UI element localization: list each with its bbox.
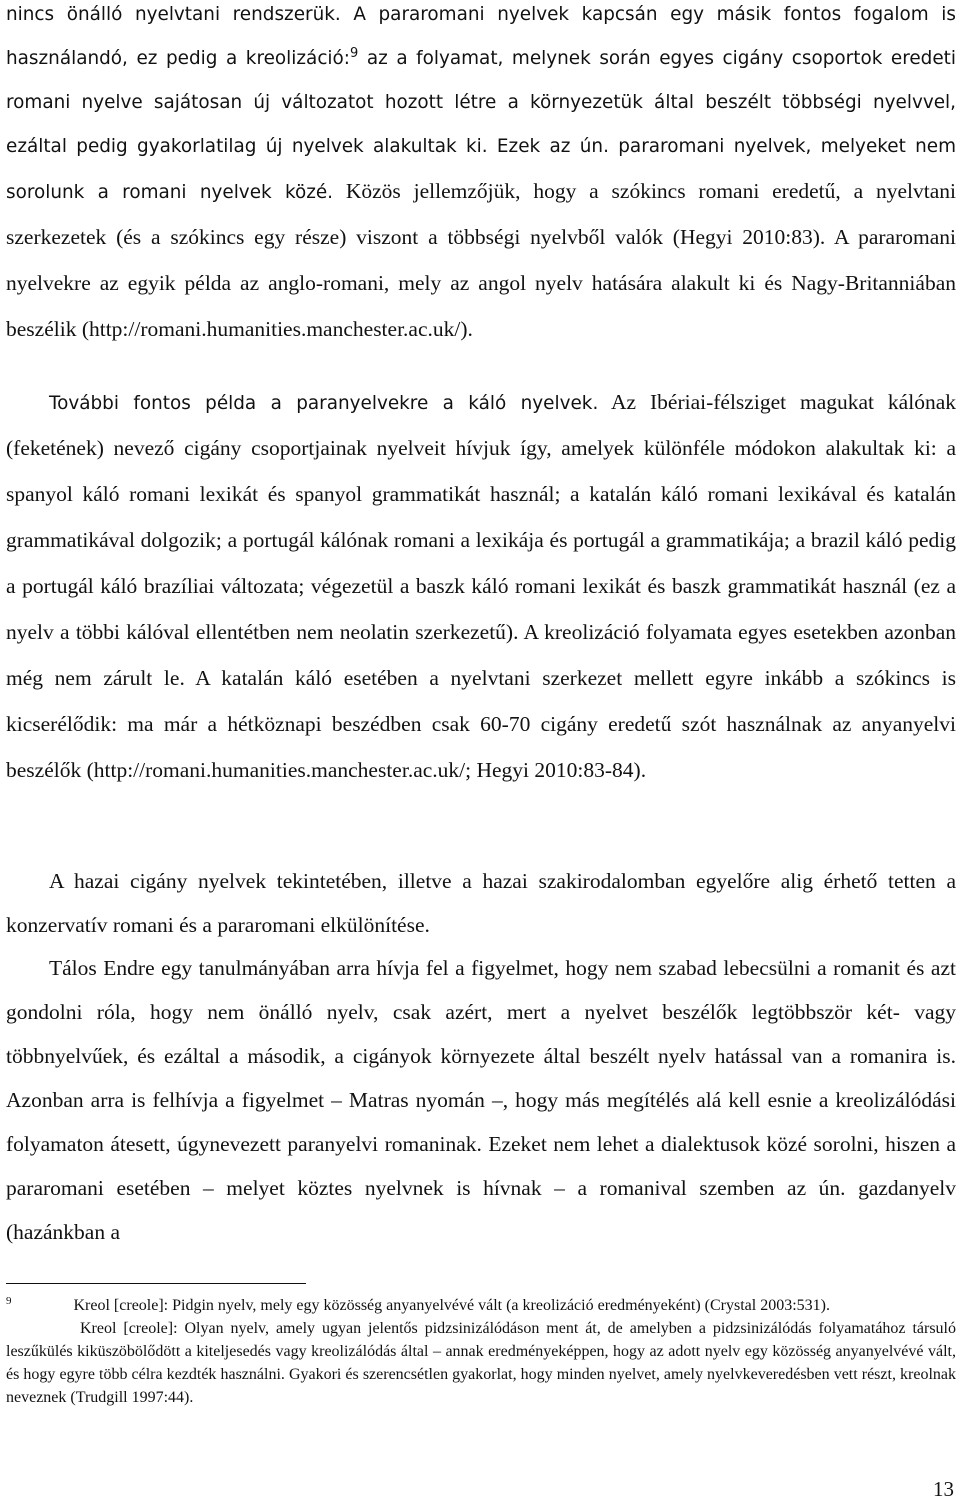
paragraph-1-part-b: az a folyamat, melynek során egyes cigány csoportok eredeti romani nyelve sajátosan új változatot hozott létre a környezetük által beszélt többségi nyelvvel, ezáltal pedig gyakorlatilag új nyelvek alakultak ki. Ezek az ún. pararomani nyelvek, melyeket nem sorolunk a romani nyelvek közé. [6,48,956,203]
page-number: 13 [933,1477,954,1501]
footnote-text-2: Kreol [creole]: Olyan nyelv, amely ugyan jelentős pidzsinizálódáson ment át, de amelyben a pidzsinizálódás folyamatához társuló leszűkülés kiküszöbölődött a kiteljesedés vagy kreolizálódás által – annak eredményeképpen, hogy az adott nyelv egy közösség anyanyelvévé vált, és hogy egyre több célra kezdték használni. Gyakori és szerencsétlen gyakorlat, hogy minden nyelvet, amely nyelvkeveredésben vett részt, kreolnak neveznek (Trudgill 1997:44). [6,1320,956,1406]
footnote-text-1: Kreol [creole]: Pidgin nyelv, mely egy közösség anyanyelvévé vált (a kreolizáció eredményeként) (Crystal 2003:531). [73,1297,830,1314]
body-paragraph-4: Tálos Endre egy tanulmányában arra hívja fel a figyelmet, hogy nem szabad lebecsülni a romanit és azt gondolni róla, hogy nem önálló nyelv, csak azért, mert a nyelvet beszélők legtöbbször két- vagy többnyelvűek, és ezáltal a második, a cigányok környezete által beszélt nyelv hatással van a romanira is. Azonban arra is felhívja a figyelmet – Matras nyomán –, hogy más megítélés alá kell esnie a kreolizálódási folyamaton átesett, úgynevezett paranyelvi romaninak. Ezeket nem lehet a dialektusok közé sorolni, hiszen a pararomani esetében – melyet köztes nyelvnek is hívnak – a romanival szemben az ún. gazdanyelv (hazánkban a [6,956,956,1244]
body-paragraph-1 [6,0,956,353]
body-paragraph-3: A hazai cigány nyelvek tekintetében, illetve a hazai szakirodalomban egyelőre alig érhető tetten a konzervatív romani és a pararomani elkülönítése. [6,869,956,937]
footnote-area [6,1294,956,1409]
paragraph-2-part-a: További fontos példa a paranyelvekre a káló nyelvek. [49,393,599,414]
body-paragraph-2 [6,380,956,794]
paragraph-1-part-c: Közös jellemzőjük, hogy a szókincs romani eredetű, a nyelvtani szerkezetek (és a szókincs egy része) viszont a többségi nyelvből valók (Hegyi 2010:83). A pararomani nyelvekre az egyik példa az anglo-romani, mely az angol nyelv hatására alakult ki és Nagy-Britanniában beszélik (http://romani.humanities.manchester.ac.uk/). [6,179,956,341]
paragraph-1-part-a: nincs önálló nyelvtani rendszerük. A pararomani nyelvek kapcsán egy másik fontos fogalom is használandó, ez pedig a kreolizáció: [6,4,956,69]
footnote-separator [6,1283,306,1284]
paragraph-2-part-b: Az Ibériai-félsziget magukat kálónak (feketének) nevező cigány csoportjainak nyelveit hívjuk így, amelyek különféle módokon alakultak ki: a spanyol káló romani lexikát és spanyol grammatikát használ; a katalán káló romani lexikával és katalán grammatikával dolgozik; a portugál kálónak romani a lexikája és portugál a grammatikája; a brazil káló pedig a portugál káló brazíliai változata; végezetül a baszk káló romani lexikát és baszk grammatikát használ (ez a nyelv a többi kálóval ellentétben nem neolatin szerkezetű). A kreolizáció folyamata egyes esetekben azonban még nem zárult le. A katalán káló esetében a nyelvtani szerkezet mellett egyre inkább a szókincs is kicserélődik: ma már a hétköznapi beszédben csak 60-70 cigány eredetű szót használnak az anyanyelvi beszélők (http://romani.humanities.manchester.ac.uk/; Hegyi 2010:83-84). [6,390,956,782]
footnote-9 [6,1294,956,1317]
footnote-reference-9[interactable]: 9 [350,45,359,61]
footnote-number: 9 [6,1294,12,1307]
